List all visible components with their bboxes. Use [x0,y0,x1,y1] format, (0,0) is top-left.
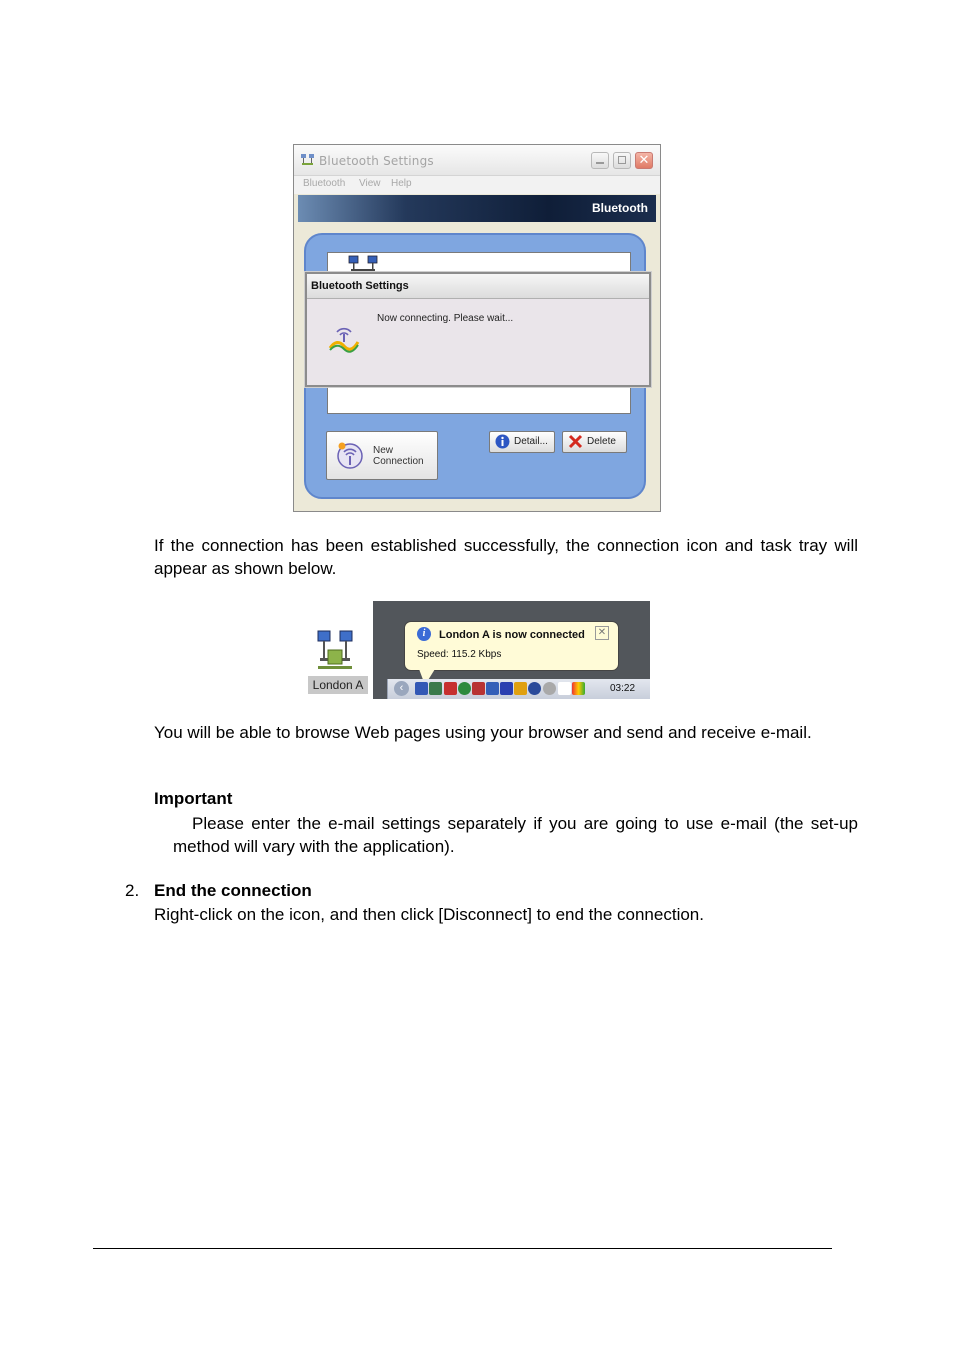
menu-bluetooth[interactable]: Bluetooth [303,178,346,189]
misc-tray-icon[interactable] [558,682,571,695]
browse-paragraph: You will be able to browse Web pages using your browser and send and receive e-mail. [154,723,812,742]
close-icon: ✕ [638,152,650,167]
close-button[interactable] [635,152,653,169]
delete-button[interactable]: Delete [562,431,627,453]
important-text: Please enter the e-mail settings separately if you are going to use e-mail (the set-up method will vary with the application). [173,814,858,856]
dialog-title: Bluetooth Settings [311,280,409,292]
detail-button[interactable]: Detail... [489,431,555,453]
important-heading: Important [154,789,233,808]
footer-rule [93,1248,832,1249]
update-tray-icon[interactable] [458,682,471,695]
balloon-close-button[interactable]: ✕ [595,626,609,640]
minimize-button[interactable] [591,152,609,169]
bluetooth-settings-window [293,144,661,512]
maximize-button[interactable] [613,152,631,169]
step-number: 2. [125,881,140,900]
bluetooth-connection-tray-icon[interactable] [415,682,428,695]
connecting-dialog [305,272,651,387]
dialog-titlebar [307,274,649,299]
info-icon [495,434,510,449]
result-paragraph: If the connection has been established successfully, the connection icon and task tray will appear as shown below. [154,536,858,578]
new-connection-button[interactable] [326,431,438,480]
dialog-message: Now connecting. Please wait... [377,313,514,324]
connection-icon [316,628,356,674]
security-tray-icon[interactable] [444,682,457,695]
bluetooth-settings-icon [300,153,316,167]
window-titlebar [294,145,660,176]
search-tray-icon[interactable] [528,682,541,695]
bluetooth-logo: Bluetooth [592,201,648,215]
connection-shortcut[interactable] [308,628,368,696]
firewall-tray-icon[interactable] [472,682,485,695]
new-connection-label: New Connection [373,445,424,467]
display-tray-icon[interactable] [500,682,513,695]
taskbar-notification-area [387,679,650,699]
menu-view[interactable]: View [359,178,381,189]
window-title: Bluetooth Settings [319,154,434,168]
show-hidden-icons-chevron-icon[interactable]: ‹ [394,681,409,696]
connection-icon-label: London A [308,676,368,694]
task-tray-screenshot [373,601,650,699]
network-tray-icon[interactable] [429,682,442,695]
volume-tray-icon[interactable] [572,682,585,695]
step-heading: End the connection [154,881,312,900]
connecting-icon [327,324,361,354]
info-icon: i [417,627,431,641]
notification-balloon[interactable] [404,621,619,671]
menu-bar [294,176,660,194]
bluetooth-banner [298,195,656,222]
balloon-title: London A is now connected [439,629,585,641]
balloon-speed: Speed: 115.2 Kbps [417,649,502,660]
lan-tray-icon[interactable] [486,682,499,695]
delete-icon [568,434,583,449]
program-tray-icon[interactable] [514,682,527,695]
taskbar-clock[interactable]: 03:22 [610,683,636,694]
network-icon [348,255,380,273]
menu-help[interactable]: Help [391,178,412,189]
step-text: Right-click on the icon, and then click [Disconnect] to end the connection. [154,905,704,924]
new-connection-icon [335,440,365,470]
status-tray-icon[interactable] [543,682,556,695]
